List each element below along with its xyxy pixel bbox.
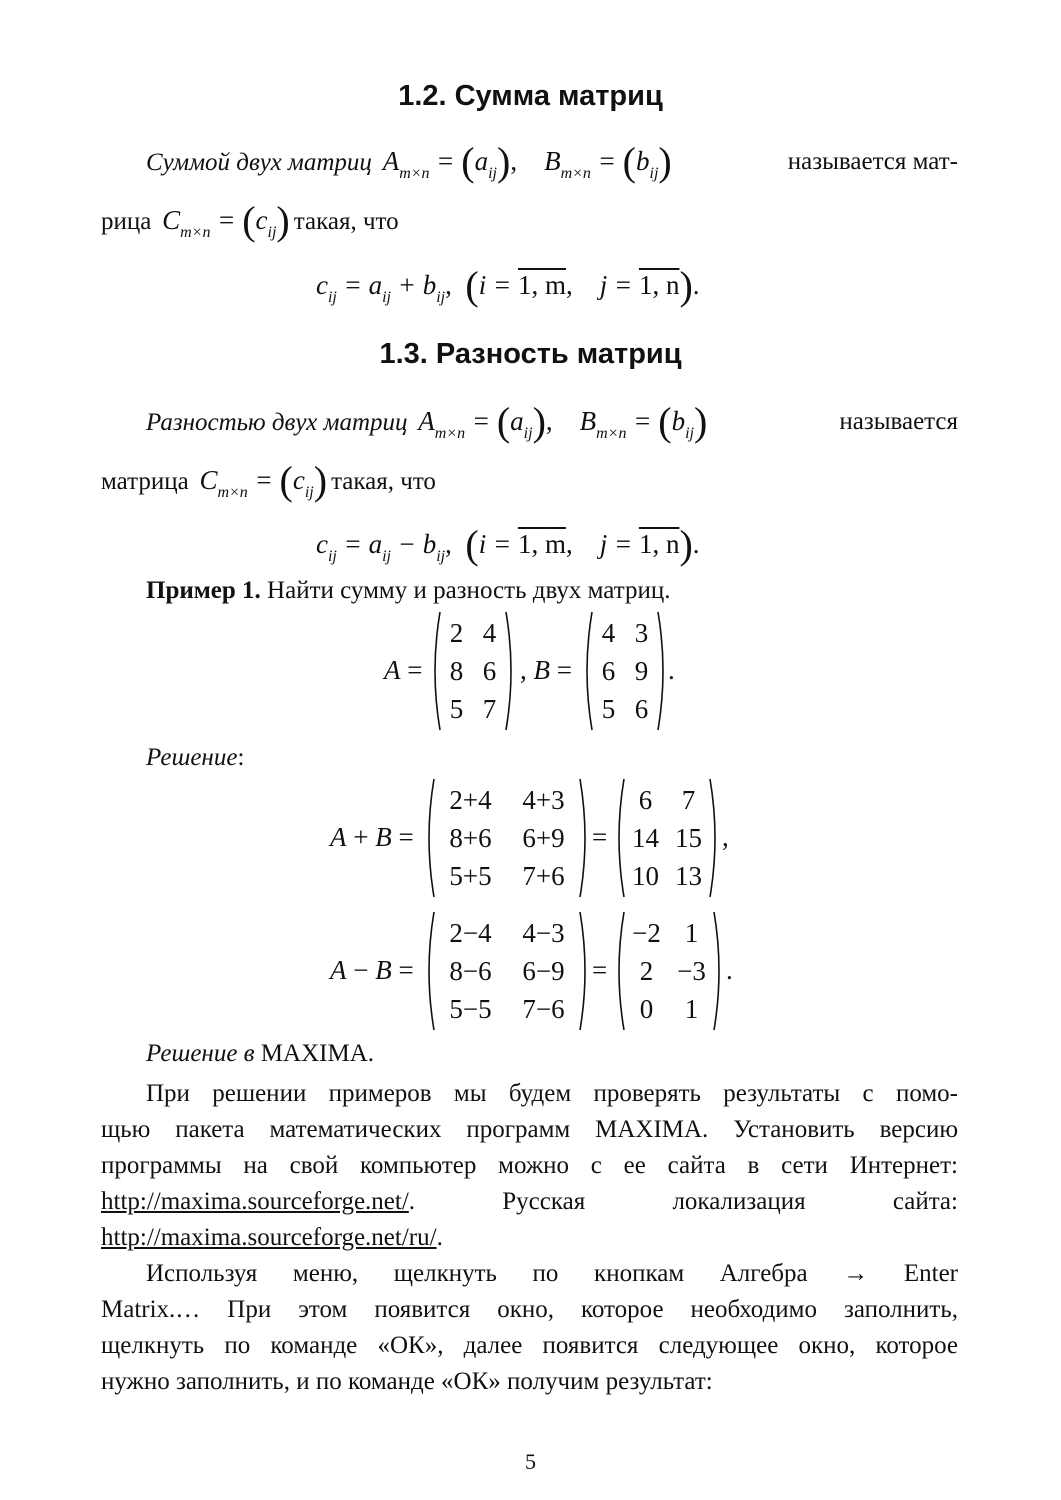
diff-definition-line2 [101, 457, 436, 504]
matrix-cell: 6 [482, 656, 497, 686]
para2-line2: Matrix.… При этом появится окно, которое необходимо заполнить, [101, 1296, 958, 1323]
matrix-B-period: . [668, 655, 675, 685]
para1-line5: http://maxima.sourceforge.net/ru/. [101, 1224, 443, 1251]
maxima-link[interactable]: http://maxima.sourceforge.net/ [101, 1188, 409, 1215]
diff-def-line2-end: такая, что [331, 468, 436, 495]
right-paren [714, 912, 719, 1030]
sum-definition-line2 [101, 197, 399, 244]
matrix-cell: 5−5 [449, 994, 492, 1024]
matrix-cell: 2+4 [449, 785, 492, 815]
matrix-cell: 6 [634, 694, 649, 724]
matrix-cell: 2 [639, 956, 654, 986]
diff-def-line2-start: матрица [101, 468, 189, 495]
matrix-cell: 8−6 [449, 956, 492, 986]
right-paren [658, 612, 663, 730]
example-text: Найти сумму и разность двух матриц. [267, 577, 671, 604]
maxima-label [146, 1040, 374, 1068]
diff-def-italic: Разностью двух матриц [146, 409, 408, 436]
matrix-cell: 13 [675, 861, 702, 891]
sum-formula: $c_{ij} = a_{ij} + b_{ij}$, (i = 1, $\overline{m}$, j = 1, $\overline{n}$). [316, 263, 700, 308]
matrix-cell: 8 [449, 656, 464, 686]
matrix-cell: 14 [632, 823, 659, 853]
matrix-cell: 8+6 [449, 823, 492, 853]
example-label: Пример 1. [146, 577, 261, 604]
sum-def-c-formula: $C_{m\times n} = (c_{ij})$ [155, 198, 290, 243]
matrix-cell: 7+6 [522, 861, 565, 891]
heading-sum: 1.2. Сумма матриц [398, 80, 663, 112]
line4-word1: Русская [502, 1188, 586, 1215]
matrix-sum-result [614, 777, 720, 899]
matrix-B-label: , B = [520, 655, 572, 685]
line4-word3: сайта: [892, 1188, 958, 1215]
sum-def-italic: Суммой двух матриц [146, 149, 372, 176]
matrix-cell: 4−3 [522, 918, 565, 948]
right-paren [580, 779, 585, 897]
sum-def-line2-start: рица [101, 208, 152, 235]
matrix-cell: 6 [638, 785, 653, 815]
diff-period: . [726, 955, 733, 985]
matrix-cell: 7 [482, 694, 497, 724]
page-number: 5 [525, 1449, 536, 1474]
sum-def-formula: $A_{m\times n} = (a_{ij})$, $B_{m\times n} = (b_{ij})$ [375, 139, 672, 184]
diff-formula: $c_{ij} = a_{ij} - b_{ij}$, (i = 1, $\overline{m}$, j = 1, $\overline{n}$). [316, 522, 700, 567]
solution-label-text: Решение [146, 744, 238, 771]
para1-line4: http://maxima.sourceforge.net/. Русская локализация сайта: [101, 1184, 958, 1220]
maxima-ru-link[interactable]: http://maxima.sourceforge.net/ru/ [101, 1224, 437, 1251]
maxima-label-italic: Решение в [146, 1040, 255, 1067]
matrix-B [582, 610, 668, 732]
example-line [146, 577, 671, 605]
sum-lhs: A + B = [330, 822, 414, 852]
matrix-cell: −3 [677, 956, 706, 986]
sum-equals: = [592, 822, 608, 852]
sum-definition-line1 [146, 138, 958, 185]
matrix-cell: 5 [601, 694, 616, 724]
matrix-sum-expression [424, 777, 590, 899]
para1-line2: щью пакета математических программ MAXIMA. Установить версию [101, 1116, 958, 1143]
diff-def-c-formula: $C_{m\times n} = (c_{ij})$ [192, 458, 328, 503]
para2-line3: щелкнуть по команде «ОК», далее появится следующее окно, которое [101, 1332, 958, 1359]
para2-line1: Используя меню, щелкнуть по кнопкам Алгебра → Enter [146, 1260, 958, 1287]
matrix-cell: 7−6 [522, 994, 565, 1024]
matrix-cell: 7 [681, 785, 696, 815]
para1-line1: При решении примеров мы будем проверять результаты с помо- [146, 1080, 958, 1107]
matrix-cell: −2 [632, 918, 661, 948]
diff-lhs: A − B = [330, 955, 414, 985]
matrix-cell: 5 [449, 694, 464, 724]
right-paren [710, 779, 715, 897]
matrix-cell: 9 [634, 656, 649, 686]
solution-label: Решение: [146, 744, 245, 771]
matrix-cell: 5+5 [449, 861, 492, 891]
diff-equals: = [592, 955, 608, 985]
matrix-diff-expression [424, 910, 590, 1032]
matrix-cell: 15 [675, 823, 702, 853]
diff-definition-line1 [146, 398, 958, 445]
matrix-cell: 10 [632, 861, 659, 891]
line4-word2: локализация [672, 1188, 806, 1215]
right-paren [506, 612, 511, 730]
matrix-A [430, 610, 516, 732]
sum-comma: , [722, 822, 729, 852]
heading-diff: 1.3. Разность матриц [379, 338, 682, 370]
para2-line4: нужно заполнить, и по команде «ОК» получим результат: [101, 1368, 713, 1395]
matrix-cell: 6+9 [522, 823, 565, 853]
right-paren [580, 912, 585, 1030]
maxima-paragraph-1 [101, 1076, 958, 1256]
diff-def-tail: называется [839, 408, 958, 435]
matrix-cell: 4 [601, 618, 616, 648]
sum-def-tail: называется мат- [787, 148, 958, 175]
matrix-cell: 3 [634, 618, 649, 648]
matrix-diff-result [614, 910, 724, 1032]
matrix-cell: 4 [482, 618, 497, 648]
matrix-cell: 6 [601, 656, 616, 686]
maxima-paragraph-2 [101, 1256, 958, 1400]
sum-def-line2-end: такая, что [293, 208, 399, 235]
matrix-cell: 1 [684, 918, 699, 948]
maxima-label-tail: MAXIMA. [260, 1040, 374, 1067]
matrix-cell: 2 [449, 618, 464, 648]
matrix-cell: 0 [639, 994, 654, 1024]
matrix-A-label: A = [384, 655, 423, 685]
matrix-cell: 2−4 [449, 918, 492, 948]
para1-line3: программы на свой компьютер можно с ее сайта в сети Интернет: [101, 1152, 958, 1179]
matrix-cell: 6−9 [522, 956, 565, 986]
matrix-cell: 1 [684, 994, 699, 1024]
matrix-cell: 4+3 [522, 785, 565, 815]
diff-def-formula: $A_{m\times n} = (a_{ij})$, $B_{m\times n} = (b_{ij})$ [411, 399, 708, 444]
